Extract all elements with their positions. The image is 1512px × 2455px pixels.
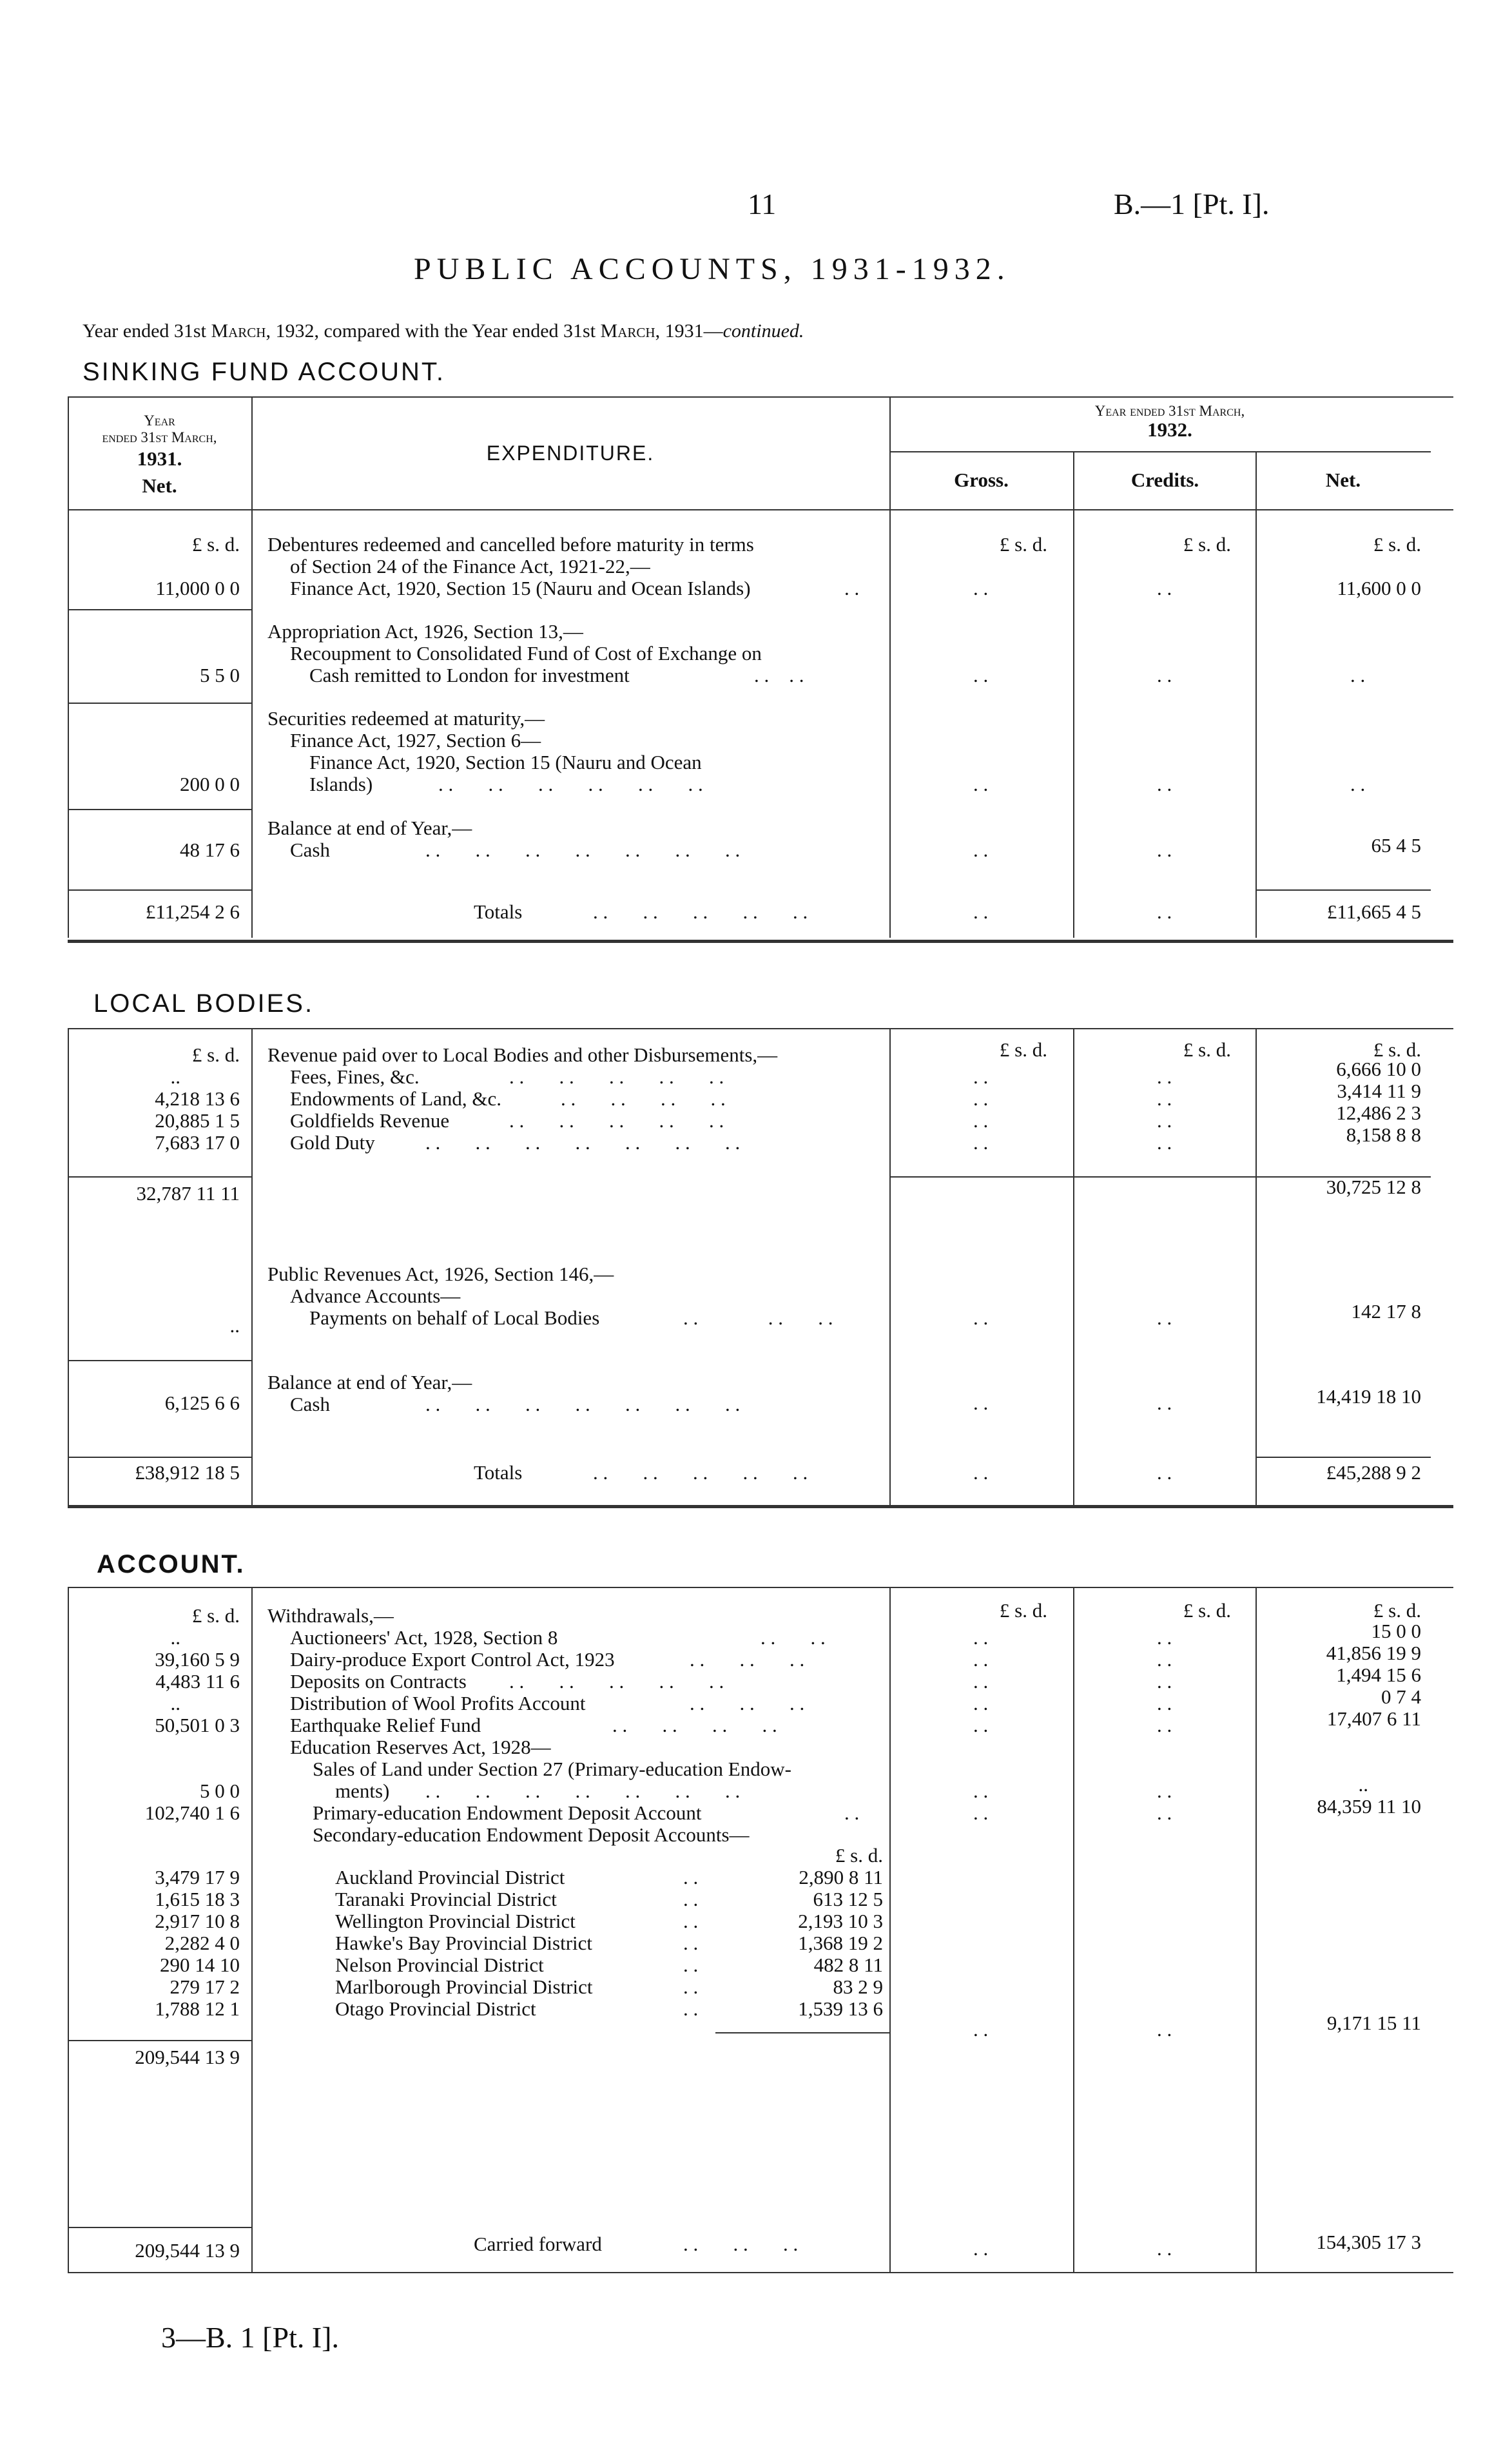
sinking-debentures-prev: 11,000 0 0: [155, 577, 240, 599]
col-header-prev-net: Net.: [142, 474, 177, 497]
empty-credits: . .: [1157, 577, 1172, 599]
empty-gross: . .: [973, 2018, 989, 2041]
col-header-prev-year-1931: 1931.: [137, 447, 182, 470]
empty-gross: . .: [973, 1714, 989, 1736]
sinking-totals-label: Totals: [474, 900, 523, 923]
col-header-expenditure: EXPENDITURE.: [486, 442, 655, 465]
list-item-prev: 290 14 10: [160, 1954, 240, 1976]
page-number: 11: [748, 188, 777, 220]
account-secondary-net: 9,171 15 11: [1326, 2012, 1421, 2034]
list-item-prev: ..: [170, 1692, 180, 1714]
empty-credits: . .: [1157, 2018, 1172, 2041]
local-pra-line-1: Public Revenues Act, 1926, Section 146,—: [267, 1263, 614, 1285]
lsd-prev: £ s. d.: [191, 1604, 240, 1627]
account-withdrawals-heading: Withdrawals,—: [267, 1604, 394, 1627]
empty-net: . .: [1350, 773, 1366, 795]
lsd-gross: £ s. d.: [999, 1038, 1047, 1061]
empty-net: . .: [1350, 664, 1366, 686]
lsd-net: £ s. d.: [1373, 533, 1421, 556]
col-header-net: Net.: [1325, 469, 1361, 491]
leader-dots: . . . . . . . . . . . . . .: [425, 1393, 741, 1415]
list-item-net: 1,494 15 6: [1336, 1664, 1421, 1686]
empty-credits: . .: [1157, 773, 1172, 795]
list-item: Gold Duty: [290, 1131, 375, 1154]
empty-gross: . .: [973, 1065, 989, 1088]
leader-dots: . . . . . .: [690, 1648, 805, 1671]
empty-gross: . .: [973, 1087, 989, 1110]
section-title-local-bodies: LOCAL BODIES.: [93, 989, 315, 1018]
page-title: PUBLIC ACCOUNTS, 1931-1932.: [414, 252, 1011, 286]
list-item: Nelson Provincial District: [335, 1954, 544, 1976]
list-item-prev: 1,788 12 1: [155, 1997, 240, 2020]
col-header-prev-year: Year ended 31st March,: [102, 412, 217, 445]
local-totals-net: £45,288 9 2: [1326, 1461, 1421, 1484]
lsd-net: £ s. d.: [1373, 1599, 1421, 1622]
leader-dots: . . . . . . . . . . . . . .: [425, 839, 741, 861]
local-balance-line-2: Cash: [290, 1393, 330, 1415]
account-sales-line-1: Sales of Land under Section 27 (Primary-education Endow-: [313, 1758, 791, 1780]
sinking-debentures-line-3: Finance Act, 1920, Section 15 (Nauru and Ocean Islands): [290, 577, 751, 599]
local-balance-line-1: Balance at end of Year,—: [267, 1371, 472, 1393]
page-subtitle: Year ended 31st March, 1932, compared with the Year ended 31st March, 1931—continued.: [82, 320, 804, 342]
sinking-debentures-line-1: Debentures redeemed and cancelled before maturity in terms: [267, 533, 754, 556]
list-item: Marlborough Provincial District: [335, 1975, 593, 1998]
list-item: Otago Provincial District: [335, 1997, 536, 2020]
leader-dots: . .: [683, 1932, 699, 1954]
sinking-debentures-line-2: of Section 24 of the Finance Act, 1921-22,—: [290, 555, 650, 577]
list-item-net: 3,414 11 9: [1337, 1080, 1421, 1102]
list-item: Fees, Fines, &c.: [290, 1065, 420, 1088]
list-item-prev: ..: [170, 1626, 180, 1649]
local-balance-net: 14,419 18 10: [1316, 1385, 1421, 1408]
local-pra-net: 142 17 8: [1351, 1300, 1421, 1323]
col-header-credits: Credits.: [1130, 469, 1199, 491]
leader-dots: . . . . . . . . . .: [509, 1670, 724, 1693]
empty-gross: . .: [973, 773, 989, 795]
col-header-gross: Gross.: [954, 469, 1009, 491]
leader-dots: . . . . . . . . . . . . . .: [425, 1131, 741, 1154]
sinking-balance-line-2: Cash: [290, 839, 330, 861]
empty-gross: . .: [973, 900, 989, 923]
list-item-amount: 83 2 9: [833, 1975, 883, 1998]
empty-credits: . .: [1157, 1648, 1172, 1671]
sinking-appropriation-prev: 5 5 0: [200, 664, 240, 686]
empty-credits: . .: [1157, 1131, 1172, 1154]
list-item-amount: 1,368 19 2: [798, 1932, 883, 1954]
leader-dots: . . . . . . . . . .: [509, 1065, 724, 1088]
leader-dots: . . . . . . . . . . . .: [438, 773, 703, 795]
footer-signature: 3—B. 1 [Pt. I].: [161, 2321, 339, 2354]
leader-dots: . . . . . .: [683, 2233, 799, 2255]
empty-gross: . .: [973, 1131, 989, 1154]
empty-gross: . .: [973, 839, 989, 861]
empty-gross: . .: [973, 1392, 989, 1414]
leader-dots: . . . . . . . . . . . . . .: [425, 1780, 741, 1802]
list-item-amount: 2,193 10 3: [798, 1910, 883, 1932]
sinking-balance-prev: 48 17 6: [180, 839, 240, 861]
leader-dots: . . . . . .: [683, 1306, 833, 1329]
list-item: Taranaki Provincial District: [335, 1888, 557, 1910]
leader-dots: . . . .: [761, 1626, 826, 1649]
empty-gross: . .: [973, 1109, 989, 1132]
leader-dots: . .: [683, 1975, 699, 1998]
list-item-net: 0 7 4: [1381, 1685, 1421, 1708]
local-totals-prev: £38,912 18 5: [135, 1461, 240, 1484]
lsd-prev: £ s. d.: [191, 533, 240, 556]
list-item-prev: 2,917 10 8: [155, 1910, 240, 1932]
empty-gross: . .: [973, 1801, 989, 1824]
empty-credits: . .: [1157, 664, 1172, 686]
list-item-prev: 4,218 13 6: [155, 1087, 240, 1110]
local-balance-prev: 6,125 6 6: [164, 1392, 240, 1414]
list-item: Endowments of Land, &c.: [290, 1087, 502, 1110]
empty-credits: . .: [1157, 1801, 1172, 1824]
sinking-securities-line-2: Finance Act, 1927, Section 6—: [290, 729, 541, 752]
empty-credits: . .: [1157, 2237, 1172, 2260]
empty-credits: . .: [1157, 1714, 1172, 1736]
sinking-securities-line-4: Islands): [309, 773, 373, 795]
leader-dots: . . . . . . . . . .: [593, 1461, 808, 1484]
local-totals-label: Totals: [474, 1461, 523, 1484]
account-subtotal-prev: 209,544 13 9: [135, 2046, 240, 2068]
list-item-prev: 4,483 11 6: [155, 1670, 240, 1693]
sinking-debentures-net: 11,600 0 0: [1337, 577, 1421, 599]
empty-gross: . .: [973, 1780, 989, 1802]
empty-credits: . .: [1157, 1065, 1172, 1088]
empty-gross: . .: [973, 1648, 989, 1671]
empty-credits: . .: [1157, 839, 1172, 861]
sinking-securities-line-3: Finance Act, 1920, Section 15 (Nauru and Ocean: [309, 751, 702, 773]
sinking-appropriation-line-2: Recoupment to Consolidated Fund of Cost of Exchange on: [290, 642, 762, 665]
leader-dots: . . . . . . . . . .: [509, 1109, 724, 1132]
empty-credits: . .: [1157, 1306, 1172, 1329]
local-pra-prev: ..: [229, 1314, 240, 1337]
list-item-net: 41,856 19 9: [1326, 1642, 1421, 1664]
list-item-prev: 279 17 2: [170, 1975, 240, 1998]
account-carried-prev: 209,544 13 9: [135, 2239, 240, 2262]
list-item-amount: 613 12 5: [813, 1888, 883, 1910]
lsd-gross: £ s. d.: [999, 1599, 1047, 1622]
sinking-securities-prev: 200 0 0: [180, 773, 240, 795]
col-header-year-ended-1932: 1932.: [1147, 418, 1192, 441]
list-item-amount: 482 8 11: [813, 1954, 883, 1976]
list-item: Dairy-produce Export Control Act, 1923: [290, 1648, 615, 1671]
lsd-district: £ s. d.: [835, 1844, 883, 1867]
sinking-balance-net: 65 4 5: [1371, 834, 1421, 857]
leader-dots: . . . . . . . . . .: [593, 900, 808, 923]
local-revenue-heading: Revenue paid over to Local Bodies and other Disbursements,—: [267, 1043, 778, 1066]
account-education-heading: Education Reserves Act, 1928—: [290, 1736, 551, 1758]
list-item-net: 15 0 0: [1371, 1620, 1421, 1642]
account-sales-line-2: ments): [335, 1780, 390, 1802]
list-item-net: 12,486 2 3: [1336, 1101, 1421, 1124]
document-reference: B.—1 [Pt. I].: [1114, 188, 1270, 220]
list-item-prev: 7,683 17 0: [155, 1131, 240, 1154]
list-item: Earthquake Relief Fund: [290, 1714, 481, 1736]
leader-dots: . .: [844, 1801, 860, 1824]
list-item-prev: 3,479 17 9: [155, 1866, 240, 1888]
sinking-totals-net: £11,665 4 5: [1326, 900, 1421, 923]
leader-dots: . . . . . . . .: [612, 1714, 777, 1736]
empty-credits: . .: [1157, 1087, 1172, 1110]
empty-credits: . .: [1157, 1461, 1172, 1484]
list-item-prev: 50,501 0 3: [155, 1714, 240, 1736]
list-item-prev: 1,615 18 3: [155, 1888, 240, 1910]
list-item-net: 8,158 8 8: [1346, 1123, 1421, 1146]
local-subtotal-net: 30,725 12 8: [1326, 1176, 1421, 1198]
empty-credits: . .: [1157, 1670, 1172, 1693]
local-pra-line-2: Advance Accounts—: [290, 1285, 461, 1307]
sinking-totals-prev: £11,254 2 6: [145, 900, 240, 923]
list-item: Hawke's Bay Provincial District: [335, 1932, 593, 1954]
lsd-net: £ s. d.: [1373, 1038, 1421, 1061]
lsd-gross: £ s. d.: [999, 533, 1047, 556]
list-item-net: 6,666 10 0: [1336, 1058, 1421, 1080]
account-primary-net: 84,359 11 10: [1317, 1795, 1421, 1818]
leader-dots: . .: [683, 1954, 699, 1976]
section-title-account: ACCOUNT.: [97, 1550, 246, 1578]
lsd-credits: £ s. d.: [1183, 533, 1231, 556]
empty-gross: . .: [973, 1306, 989, 1329]
empty-gross: . .: [973, 664, 989, 686]
lsd-credits: £ s. d.: [1183, 1599, 1231, 1622]
leader-dots: . . . . . .: [690, 1692, 805, 1714]
list-item-prev: ..: [170, 1065, 180, 1088]
empty-credits: . .: [1157, 1109, 1172, 1132]
list-item: Distribution of Wool Profits Account: [290, 1692, 586, 1714]
empty-gross: . .: [973, 1670, 989, 1693]
empty-gross: . .: [973, 1626, 989, 1649]
empty-credits: . .: [1157, 1692, 1172, 1714]
list-item-prev: 39,160 5 9: [155, 1648, 240, 1671]
local-pra-line-3: Payments on behalf of Local Bodies: [309, 1306, 600, 1329]
col-header-year-ended: Year ended 31st March,: [1094, 403, 1245, 419]
leader-dots: . .: [683, 1910, 699, 1932]
list-item-amount: 1,539 13 6: [798, 1997, 883, 2020]
empty-credits: . .: [1157, 1780, 1172, 1802]
list-item-prev: 2,282 4 0: [164, 1932, 240, 1954]
sinking-appropriation-line-1: Appropriation Act, 1926, Section 13,—: [267, 620, 583, 643]
list-item: Goldfields Revenue: [290, 1109, 450, 1132]
empty-gross: . .: [973, 577, 989, 599]
list-item: Deposits on Contracts: [290, 1670, 467, 1693]
section-title-sinking-fund: SINKING FUND ACCOUNT.: [82, 358, 446, 386]
leader-dots: . . . . . . . .: [561, 1087, 726, 1110]
account-primary: Primary-education Endowment Deposit Account: [313, 1801, 702, 1824]
sinking-appropriation-line-3: Cash remitted to London for investment: [309, 664, 630, 686]
account-sales-net: ..: [1358, 1773, 1368, 1796]
leader-dots: . . . .: [754, 664, 804, 686]
empty-gross: . .: [973, 2237, 989, 2260]
empty-gross: . .: [973, 1461, 989, 1484]
account-carried-forward-label: Carried forward: [474, 2233, 602, 2255]
local-subtotal-prev: 32,787 11 11: [136, 1182, 240, 1205]
account-primary-prev: 102,740 1 6: [144, 1801, 240, 1824]
list-item-amount: 2,890 8 11: [799, 1866, 883, 1888]
leader-dots: . .: [683, 1888, 699, 1910]
lsd-credits: £ s. d.: [1183, 1038, 1231, 1061]
empty-gross: . .: [973, 1692, 989, 1714]
list-item-net: 17,407 6 11: [1326, 1707, 1421, 1730]
list-item: Auckland Provincial District: [335, 1866, 565, 1888]
sinking-securities-line-1: Securities redeemed at maturity,—: [267, 707, 545, 730]
lsd-prev: £ s. d.: [191, 1043, 240, 1066]
sinking-balance-line-1: Balance at end of Year,—: [267, 817, 472, 839]
list-item-prev: 20,885 1 5: [155, 1109, 240, 1132]
list-item: Auctioneers' Act, 1928, Section 8: [290, 1626, 558, 1649]
empty-credits: . .: [1157, 1626, 1172, 1649]
leader-dots: . .: [683, 1866, 699, 1888]
empty-credits: . .: [1157, 1392, 1172, 1414]
account-carried-net: 154,305 17 3: [1316, 2231, 1421, 2253]
empty-credits: . .: [1157, 900, 1172, 923]
list-item: Wellington Provincial District: [335, 1910, 576, 1932]
leader-dots: . .: [683, 1997, 699, 2020]
account-sales-prev: 5 0 0: [200, 1780, 240, 1802]
account-secondary-heading: Secondary-education Endowment Deposit Accounts—: [313, 1823, 750, 1846]
leader-dots: . .: [844, 577, 860, 599]
